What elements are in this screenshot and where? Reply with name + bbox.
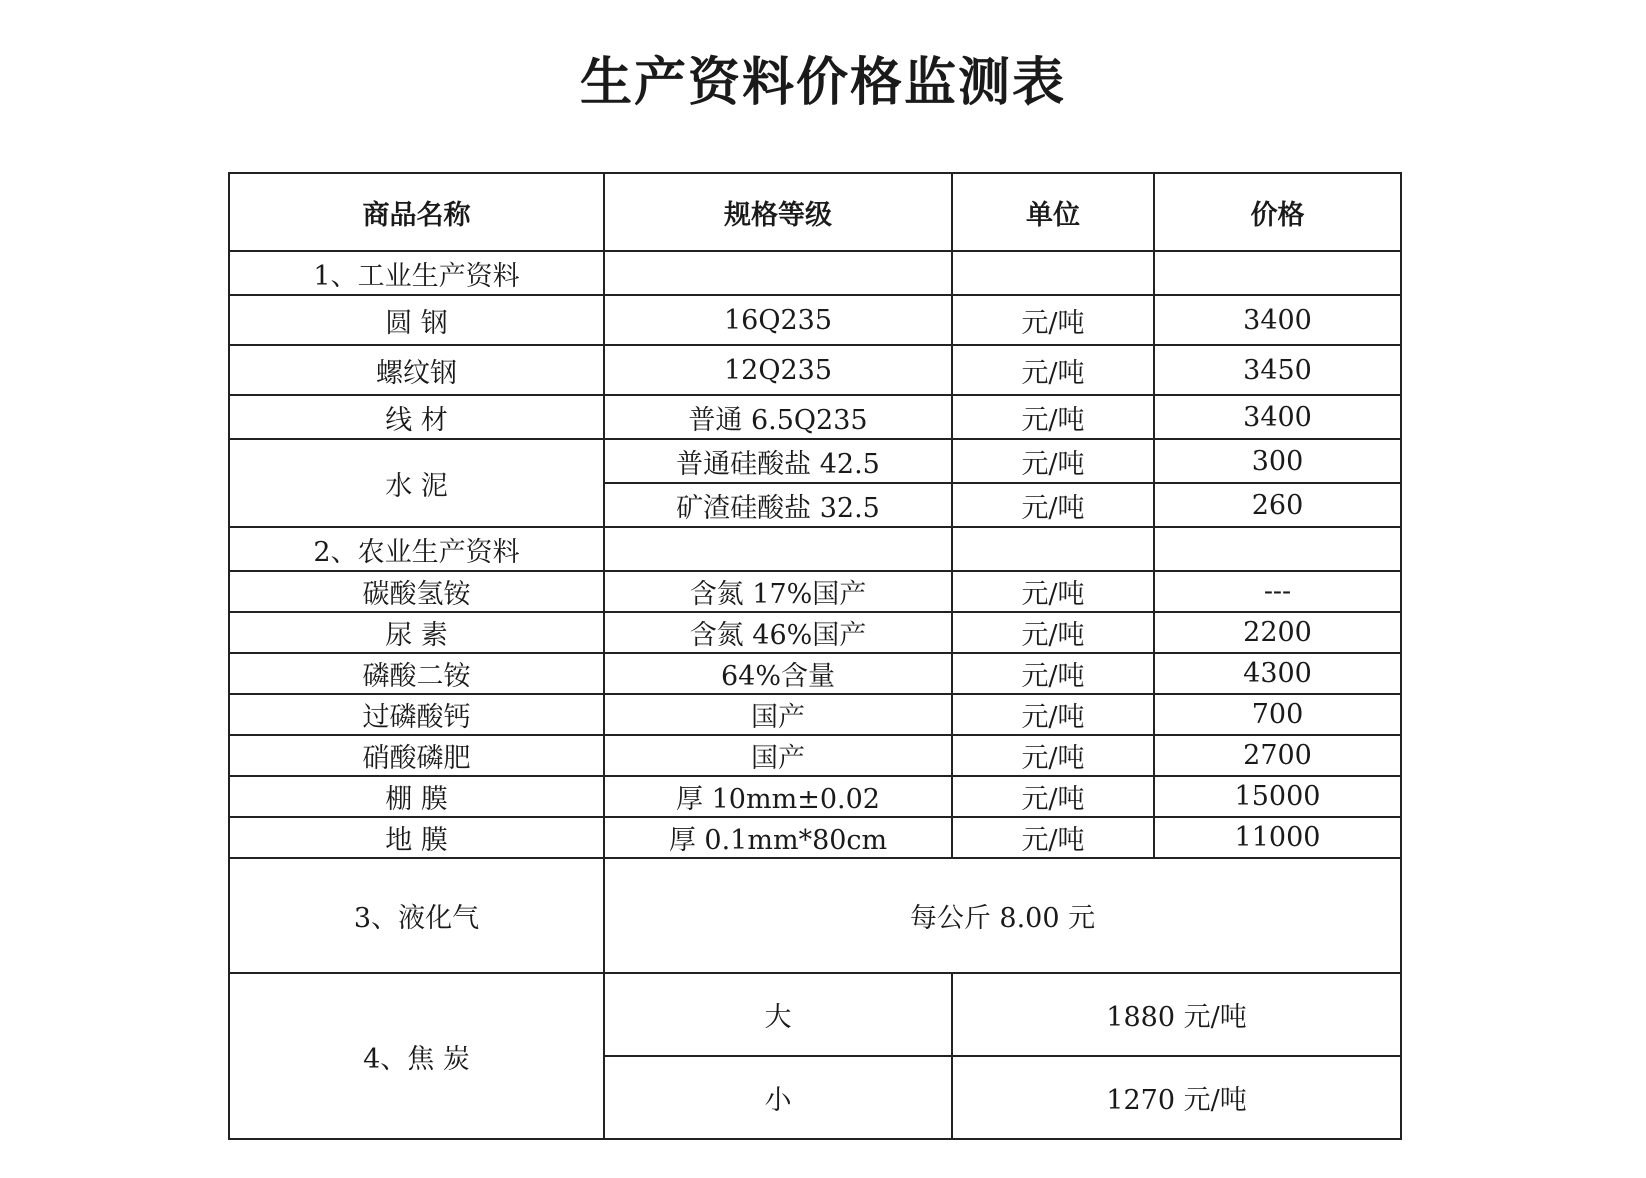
product-unit: 元/吨: [952, 612, 1154, 653]
product-spec: 含氮 46%国产: [604, 612, 952, 653]
product-unit: 元/吨: [952, 653, 1154, 694]
table-row: [229, 439, 1401, 483]
product-price: 3400: [1154, 395, 1401, 439]
product-name: 硝酸磷肥: [229, 735, 604, 776]
product-name: 水 泥: [229, 439, 604, 527]
product-price: 4300: [1154, 653, 1401, 694]
table-row: [229, 295, 1401, 345]
product-unit: 元/吨: [952, 439, 1154, 483]
table-row: [229, 735, 1401, 776]
price-table: [228, 172, 1402, 1140]
product-price: 3400: [1154, 295, 1401, 345]
product-price: ---: [1154, 571, 1401, 612]
lpg-price: 每公斤 8.00 元: [604, 858, 1401, 973]
product-unit: 元/吨: [952, 694, 1154, 735]
product-spec: 含氮 17%国产: [604, 571, 952, 612]
product-name: 线 材: [229, 395, 604, 439]
table-row: [229, 571, 1401, 612]
empty-cell: [952, 251, 1154, 295]
section-label: 4、焦 炭: [229, 973, 604, 1139]
product-name: 磷酸二铵: [229, 653, 604, 694]
product-spec: 12Q235: [604, 345, 952, 395]
product-name: 螺纹钢: [229, 345, 604, 395]
empty-cell: [1154, 251, 1401, 295]
product-price: 260: [1154, 483, 1401, 527]
product-name: 尿 素: [229, 612, 604, 653]
product-unit: 元/吨: [952, 776, 1154, 817]
table-row: [229, 395, 1401, 439]
section-label: 2、农业生产资料: [229, 527, 604, 571]
product-price: 15000: [1154, 776, 1401, 817]
product-name: 棚 膜: [229, 776, 604, 817]
section-row-agricultural: [229, 527, 1401, 571]
product-spec: 普通 6.5Q235: [604, 395, 952, 439]
coke-size: 小: [604, 1056, 952, 1139]
coke-price: 1270 元/吨: [952, 1056, 1401, 1139]
section-row-industrial: [229, 251, 1401, 295]
product-spec: 矿渣硅酸盐 32.5: [604, 483, 952, 527]
product-spec: 16Q235: [604, 295, 952, 345]
product-unit: 元/吨: [952, 571, 1154, 612]
product-spec: 国产: [604, 694, 952, 735]
product-price: 2700: [1154, 735, 1401, 776]
empty-cell: [1154, 527, 1401, 571]
table-row: [229, 973, 1401, 1056]
product-name: 圆 钢: [229, 295, 604, 345]
empty-cell: [604, 527, 952, 571]
product-name: 过磷酸钙: [229, 694, 604, 735]
product-unit: 元/吨: [952, 295, 1154, 345]
table-row: [229, 817, 1401, 858]
product-spec: 普通硅酸盐 42.5: [604, 439, 952, 483]
header-spec: 规格等级: [604, 173, 952, 251]
table-row: [229, 345, 1401, 395]
product-spec: 厚 0.1mm*80cm: [604, 817, 952, 858]
product-unit: 元/吨: [952, 345, 1154, 395]
product-price: 300: [1154, 439, 1401, 483]
product-price: 700: [1154, 694, 1401, 735]
table-row: [229, 653, 1401, 694]
product-price: 11000: [1154, 817, 1401, 858]
product-unit: 元/吨: [952, 817, 1154, 858]
product-unit: 元/吨: [952, 395, 1154, 439]
product-price: 3450: [1154, 345, 1401, 395]
product-name: 地 膜: [229, 817, 604, 858]
product-spec: 国产: [604, 735, 952, 776]
empty-cell: [952, 527, 1154, 571]
header-name: 商品名称: [229, 173, 604, 251]
coke-size: 大: [604, 973, 952, 1056]
table-header-row: [229, 173, 1401, 251]
product-spec: 64%含量: [604, 653, 952, 694]
product-unit: 元/吨: [952, 735, 1154, 776]
section-row-lpg: [229, 858, 1401, 973]
page-title: 生产资料价格监测表: [579, 53, 1066, 113]
product-name: 碳酸氢铵: [229, 571, 604, 612]
product-spec: 厚 10mm±0.02: [604, 776, 952, 817]
empty-cell: [604, 251, 952, 295]
product-price: 2200: [1154, 612, 1401, 653]
table-row: [229, 694, 1401, 735]
header-price: 价格: [1154, 173, 1401, 251]
product-unit: 元/吨: [952, 483, 1154, 527]
table-row: [229, 776, 1401, 817]
coke-price: 1880 元/吨: [952, 973, 1401, 1056]
section-label: 1、工业生产资料: [229, 251, 604, 295]
header-unit: 单位: [952, 173, 1154, 251]
table-row: [229, 612, 1401, 653]
section-label: 3、液化气: [229, 858, 604, 973]
